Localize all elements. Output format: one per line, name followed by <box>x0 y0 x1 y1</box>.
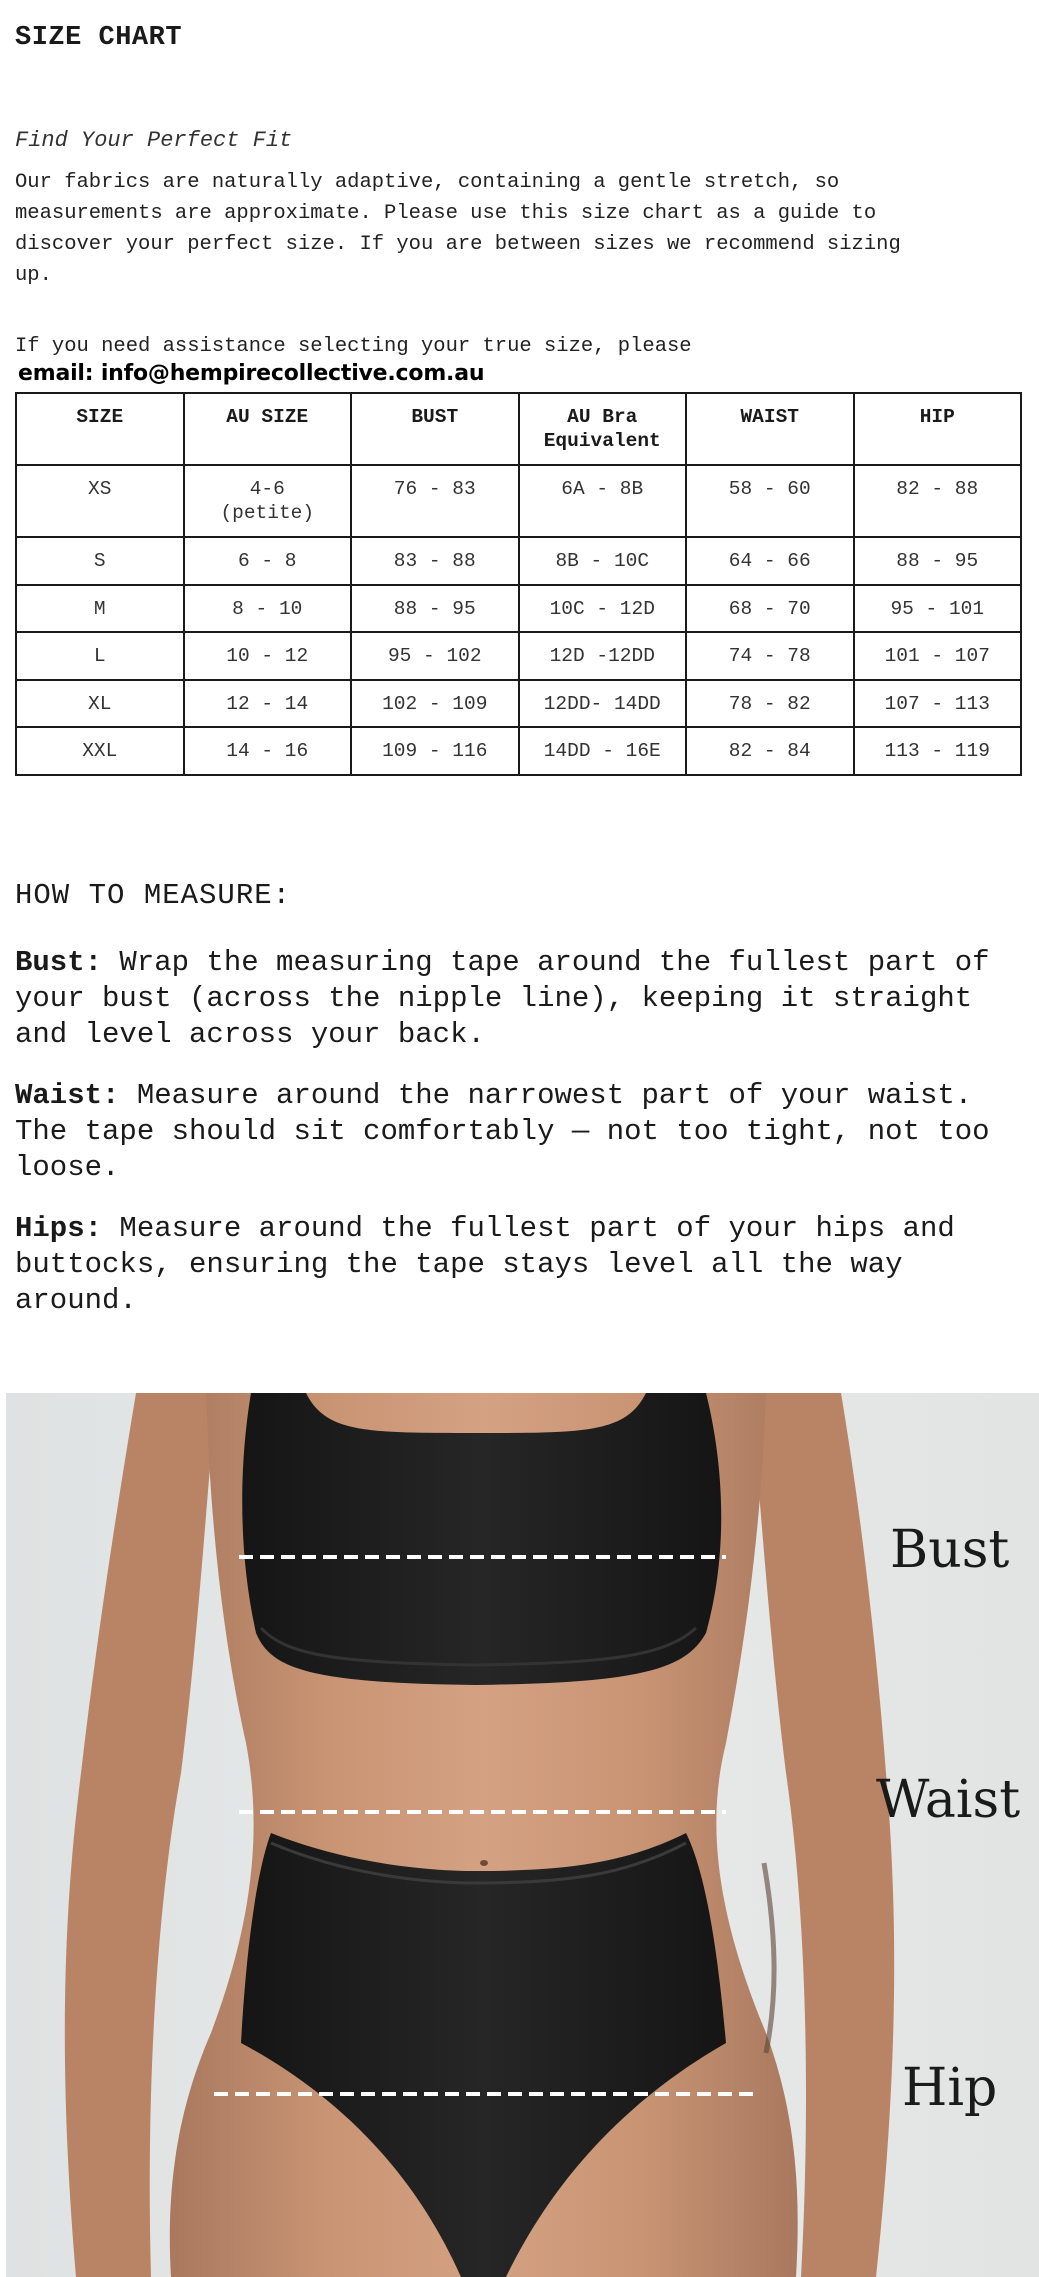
table-cell: 113 - 119 <box>854 727 1022 775</box>
table-cell: 8B - 10C <box>519 537 687 585</box>
table-cell: 10C - 12D <box>519 585 687 633</box>
col-hip-header: HIP <box>854 393 1022 465</box>
table-cell: 10 - 12 <box>184 632 352 680</box>
table-row <box>16 727 1021 775</box>
table-cell: 6A - 8B <box>519 465 687 537</box>
bust-instruction <box>15 945 1025 1053</box>
table-cell: S <box>16 537 184 585</box>
table-cell: 14DD - 16E <box>519 727 687 775</box>
intro-paragraph: Our fabrics are naturally adaptive, containing a gentle stretch, so measurements are approximate. Please use this size chart as a guide to discover your perfect size. If you are between sizes we recommend sizing up. <box>15 171 901 287</box>
waist-label: Waist: <box>15 1078 120 1112</box>
table-cell: 88 - 95 <box>854 537 1022 585</box>
table-cell: 88 - 95 <box>351 585 519 633</box>
table-cell: 102 - 109 <box>351 680 519 728</box>
col-size-header: SIZE <box>16 393 184 465</box>
table-cell: L <box>16 632 184 680</box>
table-cell: 107 - 113 <box>854 680 1022 728</box>
table-cell: 64 - 66 <box>686 537 854 585</box>
table-cell: 74 - 78 <box>686 632 854 680</box>
table-cell: XS <box>16 465 184 537</box>
table-cell: 6 - 8 <box>184 537 352 585</box>
assistance-text: If you need assistance selecting your true size, please <box>15 335 692 358</box>
table-cell: 83 - 88 <box>351 537 519 585</box>
col-bust-header: BUST <box>351 393 519 465</box>
hips-label: Hips: <box>15 1211 103 1245</box>
measurement-guide-image <box>6 1393 1039 2277</box>
hip-line-label: Hip <box>902 2058 998 2118</box>
page-title: SIZE CHART <box>15 23 183 53</box>
table-cell: 109 - 116 <box>351 727 519 775</box>
table-cell: 78 - 82 <box>686 680 854 728</box>
table-cell: 4-6 (petite) <box>184 465 352 537</box>
page-subtitle: Find Your Perfect Fit <box>15 128 293 153</box>
waist-line-label: Waist <box>876 1770 1021 1830</box>
col-bra-header: AU Bra Equivalent <box>519 393 687 465</box>
table-cell: 82 - 84 <box>686 727 854 775</box>
bust-label: Bust: <box>15 945 103 979</box>
table-cell: XXL <box>16 727 184 775</box>
table-row <box>16 632 1021 680</box>
size-table <box>15 392 1022 776</box>
table-cell: 12D -12DD <box>519 632 687 680</box>
table-row <box>16 465 1021 537</box>
bust-text: Wrap the measuring tape around the fullest part of your bust (across the nipple line), keeping it straight and level across your back. <box>15 945 990 1051</box>
how-to-measure-heading: HOW TO MEASURE: <box>15 878 292 912</box>
hips-instruction <box>15 1211 1025 1319</box>
table-cell: 82 - 88 <box>854 465 1022 537</box>
col-waist-header: WAIST <box>686 393 854 465</box>
table-cell: 12DD- 14DD <box>519 680 687 728</box>
table-cell: 14 - 16 <box>184 727 352 775</box>
table-row <box>16 680 1021 728</box>
table-cell: 12 - 14 <box>184 680 352 728</box>
table-cell: M <box>16 585 184 633</box>
table-header-row <box>16 393 1021 465</box>
table-cell: 58 - 60 <box>686 465 854 537</box>
table-cell: 8 - 10 <box>184 585 352 633</box>
table-cell: 95 - 102 <box>351 632 519 680</box>
table-row <box>16 537 1021 585</box>
col-au-size-header: AU SIZE <box>184 393 352 465</box>
contact-email[interactable]: email: info@hempirecollective.com.au <box>18 361 485 386</box>
bust-line-label: Bust <box>890 1520 1010 1580</box>
table-row <box>16 585 1021 633</box>
model-illustration <box>6 1393 1039 2277</box>
waist-text: Measure around the narrowest part of your waist. The tape should sit comfortably — not too tight, not too loose. <box>15 1078 990 1184</box>
table-cell: XL <box>16 680 184 728</box>
waist-instruction <box>15 1078 1025 1186</box>
table-cell: 76 - 83 <box>351 465 519 537</box>
table-cell: 101 - 107 <box>854 632 1022 680</box>
table-cell: 68 - 70 <box>686 585 854 633</box>
hips-text: Measure around the fullest part of your hips and buttocks, ensuring the tape stays level all the way around. <box>15 1211 955 1317</box>
table-cell: 95 - 101 <box>854 585 1022 633</box>
